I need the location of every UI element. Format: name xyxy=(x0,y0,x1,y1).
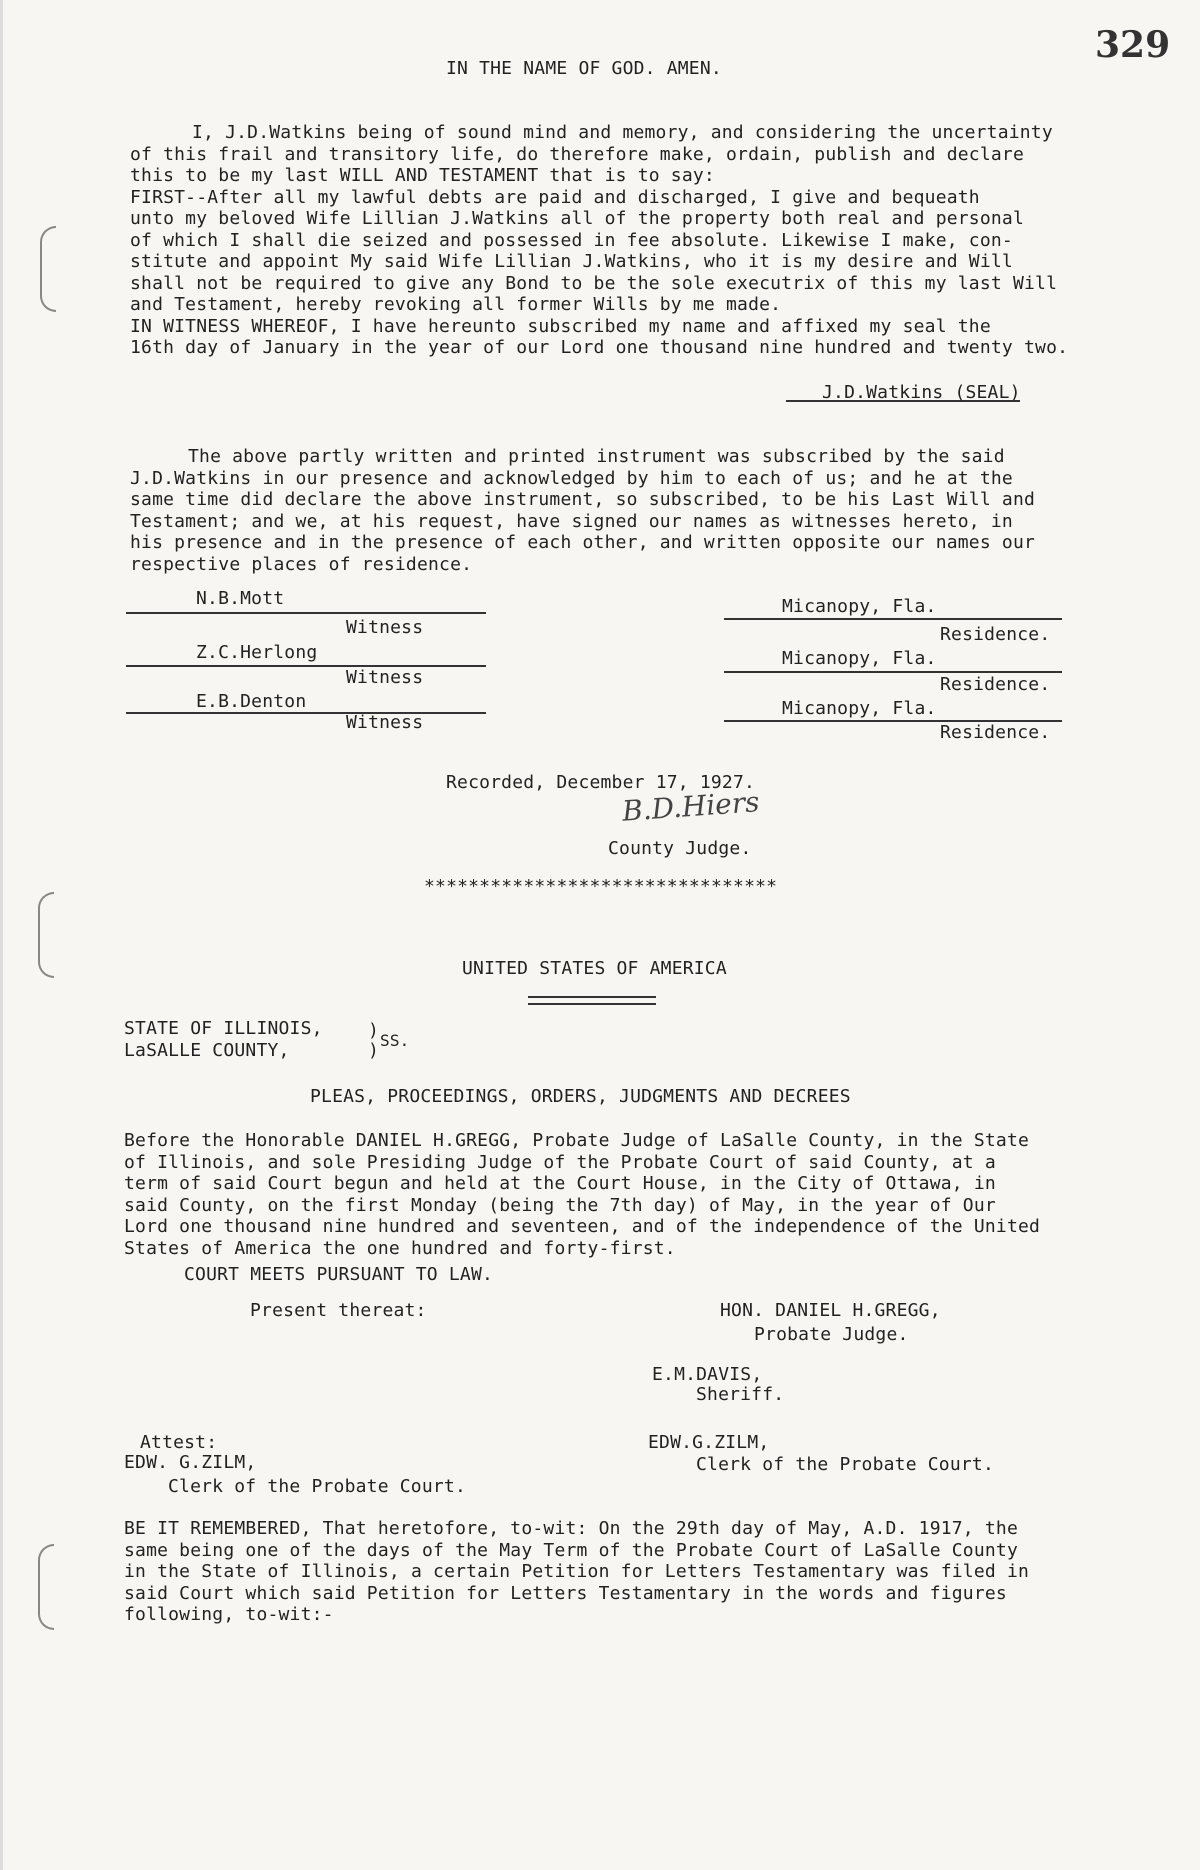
residence-value: Micanopy, Fla. xyxy=(782,698,937,719)
will-heading: IN THE NAME OF GOD. AMEN. xyxy=(446,58,722,79)
judge-signature: B.D.Hiers xyxy=(621,785,761,828)
will-body: I, J.D.Watkins being of sound mind and memory, and considering the uncertainty of this frail and transitory life, do therefore make, ordain, publish and declare this to be my last WILL AND TESTAMENT that is to say: FIRST--After all my lawful debts are paid and discharged, I give and bequeath unto my beloved Wife Lillian J.Watkins all of the property both real and personal of which I shall die seized and possessed in fee absolute. Likewise I make, con- stitute and appoint My said Wife Lillian J.Watkins, who it is my desire and Will shall not be required to give any Bond to be the sole executrix of this my last Will and Testament, hereby revoking all former Wills by me made. IN WITNESS WHEREOF, I have hereunto subscribed my name and affixed my seal the 16th day of January in the year of our Lord one thousand nine hundred and twenty two. xyxy=(130,122,1069,358)
sheriff-title: Sheriff. xyxy=(696,1384,785,1405)
residence-line xyxy=(724,671,1062,673)
witness-label: Witness xyxy=(346,712,424,733)
witness-name: N.B.Mott xyxy=(196,588,285,609)
clerk-name: EDW.G.ZILM, xyxy=(648,1432,770,1453)
attest-title: Clerk of the Probate Court. xyxy=(168,1476,466,1497)
heading-underline xyxy=(528,1003,656,1005)
residence-label: Residence. xyxy=(940,674,1051,695)
attest-name: EDW. G.ZILM, xyxy=(124,1452,257,1473)
testator-signature: J.D.Watkins (SEAL) xyxy=(822,382,1021,403)
proceedings-heading: UNITED STATES OF AMERICA xyxy=(462,958,727,979)
witness-name: E.B.Denton xyxy=(196,691,307,712)
witness-name: Z.C.Herlong xyxy=(196,642,318,663)
judge-title: County Judge. xyxy=(608,838,752,859)
judge-name: HON. DANIEL H.GREGG, xyxy=(720,1300,941,1321)
residence-line xyxy=(724,618,1062,620)
residence-label: Residence. xyxy=(940,624,1051,645)
bracket-bottom: ) xyxy=(368,1040,380,1061)
be-it-remembered: BE IT REMEMBERED, That heretofore, to-wit: On the 29th day of May, A.D. 1917, the same being one of the days of the May Term of the Probate Court of LaSalle County in the State of Illinois, a certain Petition for Letters Testamentary was filed in said Court which said Petition for Letters Testamentary in the words and figures following, to-wit:- xyxy=(124,1518,1030,1625)
sheriff-name: E.M.DAVIS, xyxy=(652,1364,763,1385)
attest-label: Attest: xyxy=(140,1432,218,1453)
court-meets: COURT MEETS PURSUANT TO LAW. xyxy=(184,1264,494,1285)
state-line: STATE OF ILLINOIS, xyxy=(124,1018,323,1039)
page-edge xyxy=(0,0,3,1870)
bracket-top: ) xyxy=(368,1020,380,1041)
present-thereat: Present thereat: xyxy=(250,1300,427,1321)
recorded-date: Recorded, December 17, 1927. xyxy=(446,772,756,793)
residence-label: Residence. xyxy=(940,722,1051,743)
attestation-clause: The above partly written and printed instrument was subscribed by the said J.D.Watkins in our presence and acknowledged by him to each of us; and he at the same time did declare the above instrument, so subscribed, to be his Last Will and Testament; and we, at his request, have signed our names as witnesses hereto, in his presence and in the presence of each other, and written opposite our names our respective places of residence. xyxy=(130,446,1036,575)
binder-hole xyxy=(40,226,56,312)
residence-value: Micanopy, Fla. xyxy=(782,648,937,669)
ss-mark: SS. xyxy=(380,1031,410,1050)
witness-label: Witness xyxy=(346,667,424,688)
witness-line xyxy=(126,612,486,614)
page-number: 329 xyxy=(1095,24,1171,66)
probate-judge-title: Probate Judge. xyxy=(754,1324,909,1345)
binder-hole xyxy=(38,1544,54,1630)
witness-label: Witness xyxy=(346,617,424,638)
heading-underline xyxy=(528,996,656,998)
witness-line xyxy=(126,665,486,667)
county-line: LaSALLE COUNTY, xyxy=(124,1040,290,1061)
witness-line xyxy=(126,712,486,714)
clerk-title: Clerk of the Probate Court. xyxy=(696,1454,994,1475)
residence-value: Micanopy, Fla. xyxy=(782,596,937,617)
separator-stars: ******************************** xyxy=(424,876,778,897)
binder-hole xyxy=(38,892,54,978)
proceedings-subheading: PLEAS, PROCEEDINGS, ORDERS, JUDGMENTS AND DECREES xyxy=(310,1086,851,1107)
proceedings-body: Before the Honorable DANIEL H.GREGG, Probate Judge of LaSalle County, in the State of Illinois, and sole Presiding Judge of the Probate Court of said County, at a term of said Court begun and held at the Court House, in the City of Ottawa, in said County, on the first Monday (being the 7th day) of May, in the year of Our Lord one thousand nine hundred and seventeen, and of the independence of the United States of America the one hundred and forty-first. xyxy=(124,1130,1041,1259)
